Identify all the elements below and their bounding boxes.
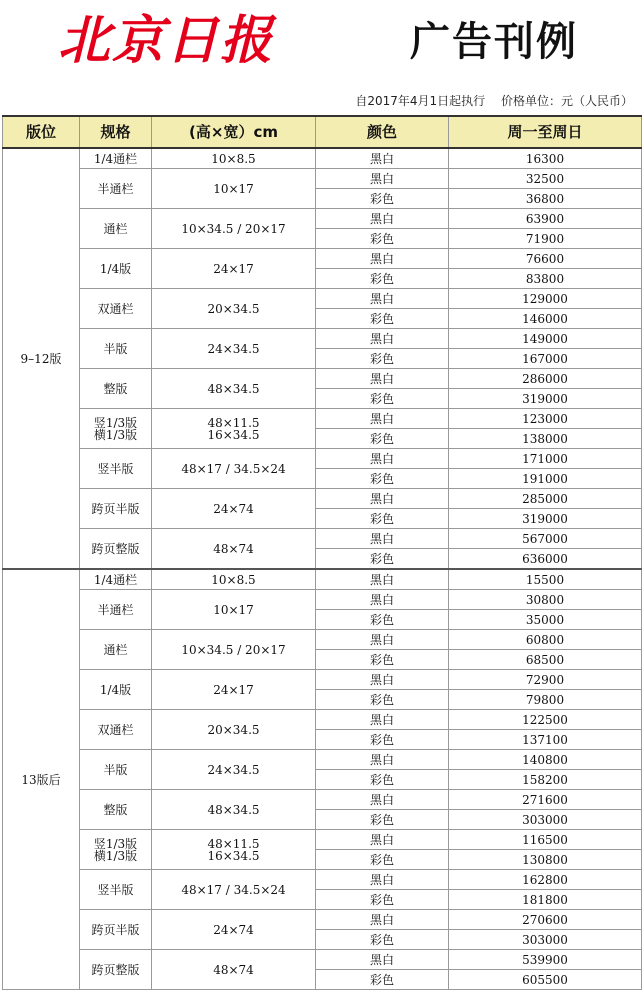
price-cell: 71900 <box>449 229 642 249</box>
spec-cell <box>80 790 152 830</box>
cell-line: 跨页整版 <box>91 541 140 556</box>
color-cell: 黑白 <box>316 569 449 590</box>
table-row <box>3 209 642 229</box>
cell-line: 竖半版 <box>97 882 134 897</box>
rate-table <box>2 115 642 990</box>
cell-line: 半通栏 <box>97 602 134 617</box>
cell-line: 48×74 <box>213 541 254 556</box>
cell-line: 半通栏 <box>97 181 134 196</box>
price-cell: 303000 <box>449 930 642 950</box>
price-cell: 32500 <box>449 169 642 189</box>
color-cell: 黑白 <box>316 249 449 269</box>
size-cell <box>152 950 316 990</box>
cell-line: 半版 <box>103 341 128 356</box>
cell-line: 24×74 <box>213 922 254 937</box>
price-cell: 123000 <box>449 409 642 429</box>
cell-line: 10×8.5 <box>211 572 256 587</box>
cell-line: 48×74 <box>213 962 254 977</box>
spec-cell <box>80 489 152 529</box>
table-row <box>3 710 642 730</box>
size-cell <box>152 870 316 910</box>
size-cell <box>152 209 316 249</box>
cell-line: 双通栏 <box>97 722 134 737</box>
spec-cell <box>80 870 152 910</box>
color-cell: 黑白 <box>316 289 449 309</box>
effective-date: 自2017年4月1日起执行 <box>355 94 486 108</box>
price-cell: 149000 <box>449 329 642 349</box>
price-cell: 286000 <box>449 369 642 389</box>
cell-line: 24×17 <box>213 261 254 276</box>
color-cell: 黑白 <box>316 329 449 349</box>
table-row <box>3 569 642 590</box>
table-row <box>3 329 642 349</box>
column-header-color: 颜色 <box>316 116 449 148</box>
table-row <box>3 830 642 850</box>
column-header-price: 周一至周日 <box>449 116 642 148</box>
table-row <box>3 790 642 810</box>
price-cell: 191000 <box>449 469 642 489</box>
price-cell: 30800 <box>449 590 642 610</box>
size-cell <box>152 630 316 670</box>
price-cell: 567000 <box>449 529 642 549</box>
price-cell: 605500 <box>449 970 642 990</box>
price-cell: 140800 <box>449 750 642 770</box>
size-cell <box>152 750 316 790</box>
column-header-page: 版位 <box>3 116 80 148</box>
cell-line: 整版 <box>103 381 128 396</box>
cell-line: 竖半版 <box>97 461 134 476</box>
color-cell: 黑白 <box>316 630 449 650</box>
price-cell: 171000 <box>449 449 642 469</box>
price-cell: 129000 <box>449 289 642 309</box>
price-cell: 271600 <box>449 790 642 810</box>
spec-cell <box>80 630 152 670</box>
pricing-note <box>343 92 633 109</box>
price-unit: 价格单位：元（人民币） <box>500 94 633 108</box>
cell-line: 1/4版 <box>99 682 132 697</box>
table-row <box>3 169 642 189</box>
color-cell: 彩色 <box>316 189 449 209</box>
table-row <box>3 950 642 970</box>
table-header-row <box>3 116 642 148</box>
column-header-size: (高×宽）cm <box>152 116 316 148</box>
cell-line: 48×11.5 <box>207 415 260 430</box>
color-cell: 黑白 <box>316 369 449 389</box>
size-cell <box>152 169 316 209</box>
cell-line: 双通栏 <box>97 301 134 316</box>
price-cell: 181800 <box>449 890 642 910</box>
table-row <box>3 590 642 610</box>
price-cell: 16300 <box>449 148 642 169</box>
color-cell: 彩色 <box>316 850 449 870</box>
spec-cell <box>80 169 152 209</box>
color-cell: 黑白 <box>316 590 449 610</box>
table-row <box>3 489 642 509</box>
cell-line: 横1/3版 <box>93 848 138 863</box>
cell-line: 10×17 <box>213 602 254 617</box>
table-row <box>3 670 642 690</box>
spec-cell <box>80 750 152 790</box>
price-cell: 68500 <box>449 650 642 670</box>
cell-line: 48×34.5 <box>207 381 260 396</box>
color-cell: 黑白 <box>316 790 449 810</box>
spec-cell <box>80 950 152 990</box>
cell-line: 48×17 / 34.5×24 <box>181 882 286 897</box>
color-cell: 彩色 <box>316 770 449 790</box>
spec-cell <box>80 529 152 570</box>
size-cell <box>152 329 316 369</box>
cell-line: 通栏 <box>103 221 128 236</box>
cell-line: 20×34.5 <box>207 301 260 316</box>
color-cell: 黑白 <box>316 830 449 850</box>
color-cell: 黑白 <box>316 950 449 970</box>
table-row <box>3 910 642 930</box>
price-cell: 60800 <box>449 630 642 650</box>
newspaper-logo: 北京日报 <box>58 10 275 71</box>
color-cell: 黑白 <box>316 169 449 189</box>
color-cell: 彩色 <box>316 730 449 750</box>
color-cell: 彩色 <box>316 229 449 249</box>
cell-line: 竖1/3版 <box>93 415 138 430</box>
cell-line: 48×11.5 <box>207 836 260 851</box>
color-cell: 彩色 <box>316 549 449 570</box>
color-cell: 黑白 <box>316 750 449 770</box>
size-cell <box>152 830 316 870</box>
cell-line: 跨页半版 <box>91 501 140 516</box>
price-cell: 83800 <box>449 269 642 289</box>
price-cell: 76600 <box>449 249 642 269</box>
table-row <box>3 870 642 890</box>
color-cell: 黑白 <box>316 148 449 169</box>
color-cell: 黑白 <box>316 409 449 429</box>
spec-cell <box>80 329 152 369</box>
size-cell <box>152 489 316 529</box>
price-cell: 79800 <box>449 690 642 710</box>
column-header-spec: 规格 <box>80 116 152 148</box>
cell-line: 24×74 <box>213 501 254 516</box>
color-cell: 彩色 <box>316 269 449 289</box>
size-cell <box>152 569 316 590</box>
color-cell: 黑白 <box>316 529 449 549</box>
spec-cell <box>80 830 152 870</box>
spec-cell <box>80 449 152 489</box>
price-cell: 116500 <box>449 830 642 850</box>
table-row <box>3 750 642 770</box>
cell-line: 跨页半版 <box>91 922 140 937</box>
page-position-cell: 13版后 <box>3 569 80 990</box>
cell-line: 24×34.5 <box>207 762 260 777</box>
color-cell: 黑白 <box>316 910 449 930</box>
price-cell: 285000 <box>449 489 642 509</box>
table-row <box>3 148 642 169</box>
cell-line: 通栏 <box>103 642 128 657</box>
cell-line: 竖1/3版 <box>93 836 138 851</box>
cell-line: 24×34.5 <box>207 341 260 356</box>
table-row <box>3 409 642 429</box>
cell-line: 10×8.5 <box>211 151 256 166</box>
size-cell <box>152 670 316 710</box>
spec-cell <box>80 289 152 329</box>
color-cell: 彩色 <box>316 890 449 910</box>
color-cell: 黑白 <box>316 710 449 730</box>
color-cell: 彩色 <box>316 349 449 369</box>
cell-line: 10×34.5 / 20×17 <box>181 642 286 657</box>
price-cell: 303000 <box>449 810 642 830</box>
size-cell <box>152 249 316 289</box>
spec-cell <box>80 209 152 249</box>
price-cell: 138000 <box>449 429 642 449</box>
cell-line: 48×17 / 34.5×24 <box>181 461 286 476</box>
price-cell: 636000 <box>449 549 642 570</box>
price-cell: 137100 <box>449 730 642 750</box>
cell-line: 16×34.5 <box>207 848 260 863</box>
size-cell <box>152 289 316 329</box>
cell-line: 24×17 <box>213 682 254 697</box>
price-cell: 270600 <box>449 910 642 930</box>
cell-line: 10×34.5 / 20×17 <box>181 221 286 236</box>
price-cell: 130800 <box>449 850 642 870</box>
size-cell <box>152 369 316 409</box>
color-cell: 黑白 <box>316 870 449 890</box>
size-cell <box>152 529 316 570</box>
color-cell: 彩色 <box>316 429 449 449</box>
price-cell: 162800 <box>449 870 642 890</box>
spec-cell <box>80 148 152 169</box>
page-title: 广告刊例 <box>410 19 578 65</box>
size-cell <box>152 710 316 750</box>
color-cell: 黑白 <box>316 670 449 690</box>
price-cell: 63900 <box>449 209 642 229</box>
price-cell: 146000 <box>449 309 642 329</box>
cell-line: 1/4版 <box>99 261 132 276</box>
price-cell: 319000 <box>449 509 642 529</box>
cell-line: 跨页整版 <box>91 962 140 977</box>
size-cell <box>152 409 316 449</box>
color-cell: 彩色 <box>316 509 449 529</box>
price-cell: 36800 <box>449 189 642 209</box>
cell-line: 20×34.5 <box>207 722 260 737</box>
color-cell: 彩色 <box>316 309 449 329</box>
price-cell: 158200 <box>449 770 642 790</box>
spec-cell <box>80 369 152 409</box>
color-cell: 彩色 <box>316 930 449 950</box>
size-cell <box>152 590 316 630</box>
page-position-cell: 9–12版 <box>3 148 80 569</box>
color-cell: 彩色 <box>316 610 449 630</box>
cell-line: 1/4通栏 <box>93 572 138 587</box>
cell-line: 半版 <box>103 762 128 777</box>
color-cell: 彩色 <box>316 810 449 830</box>
spec-cell <box>80 249 152 289</box>
color-cell: 彩色 <box>316 970 449 990</box>
price-cell: 167000 <box>449 349 642 369</box>
cell-line: 10×17 <box>213 181 254 196</box>
table-row <box>3 249 642 269</box>
price-cell: 35000 <box>449 610 642 630</box>
color-cell: 黑白 <box>316 489 449 509</box>
table-row <box>3 289 642 309</box>
color-cell: 彩色 <box>316 469 449 489</box>
cell-line: 16×34.5 <box>207 427 260 442</box>
table-row <box>3 369 642 389</box>
price-cell: 122500 <box>449 710 642 730</box>
cell-line: 整版 <box>103 802 128 817</box>
price-cell: 15500 <box>449 569 642 590</box>
color-cell: 彩色 <box>316 690 449 710</box>
color-cell: 黑白 <box>316 209 449 229</box>
spec-cell <box>80 409 152 449</box>
table-row <box>3 630 642 650</box>
price-cell: 319000 <box>449 389 642 409</box>
spec-cell <box>80 590 152 630</box>
color-cell: 黑白 <box>316 449 449 469</box>
size-cell <box>152 910 316 950</box>
section-pages-13-on <box>3 569 642 990</box>
price-cell: 72900 <box>449 670 642 690</box>
section-pages-9-12 <box>3 148 642 569</box>
spec-cell <box>80 670 152 710</box>
spec-cell <box>80 710 152 750</box>
size-cell <box>152 148 316 169</box>
table-row <box>3 529 642 549</box>
cell-line: 1/4通栏 <box>93 151 138 166</box>
size-cell <box>152 790 316 830</box>
color-cell: 彩色 <box>316 650 449 670</box>
table-row <box>3 449 642 469</box>
cell-line: 横1/3版 <box>93 427 138 442</box>
cell-line: 48×34.5 <box>207 802 260 817</box>
color-cell: 彩色 <box>316 389 449 409</box>
price-cell: 539900 <box>449 950 642 970</box>
spec-cell <box>80 910 152 950</box>
spec-cell <box>80 569 152 590</box>
size-cell <box>152 449 316 489</box>
